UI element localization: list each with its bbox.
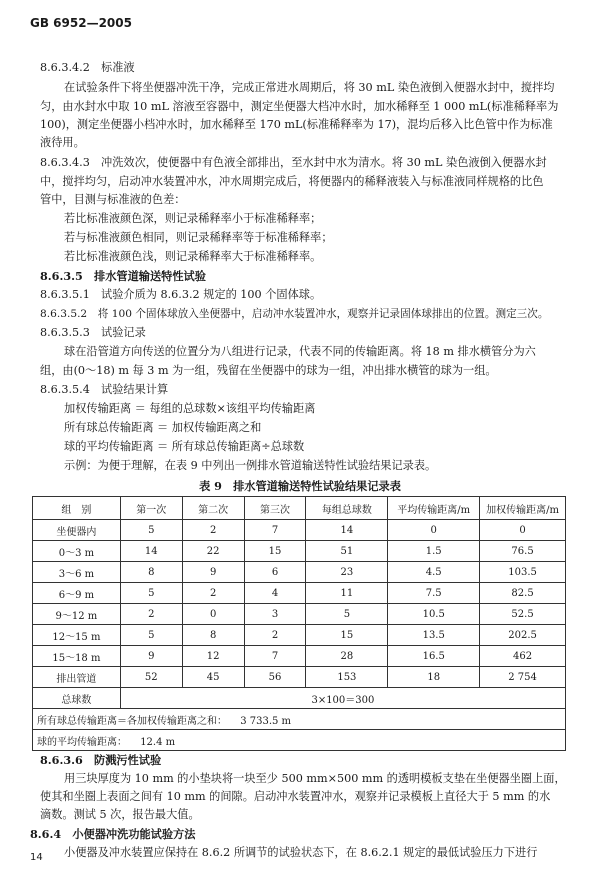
body-line: 滴数。测试 5 次，报告最大值。	[40, 808, 200, 821]
standard-code: GB 6952—2005	[30, 16, 132, 30]
table-cell: 4	[244, 583, 306, 604]
section-heading: 8.6.4 小便器冲洗功能试验方法	[30, 827, 196, 841]
table-row	[33, 541, 566, 562]
average-label: 球的平均传输距离：	[37, 736, 127, 748]
results-table	[32, 496, 566, 751]
table-cell: 4.5	[388, 562, 480, 583]
table-cell: 2	[244, 625, 306, 646]
table-cell: 9～12 m	[33, 604, 121, 625]
table-cell: 82.5	[480, 583, 566, 604]
table-cell: 6	[244, 562, 306, 583]
table-header-row	[33, 497, 566, 520]
table-cell: 7	[244, 520, 306, 541]
table-cell: 5	[120, 625, 182, 646]
table-cell: 28	[306, 646, 388, 667]
section-heading: 8.6.3.6 防溅污性试验	[40, 753, 162, 767]
section-heading: 8.6.3.5 排水管道输送特性试验	[40, 269, 206, 283]
table-cell: 5	[120, 583, 182, 604]
total-row	[33, 688, 566, 709]
body-line: 中，搅拌均匀，启动冲水装置冲水，冲水周期完成后，将便器内的稀释液装入与标准液同样规格的比色	[40, 175, 544, 188]
table-cell: 52.5	[480, 604, 566, 625]
table-cell: 14	[306, 520, 388, 541]
table-cell: 13.5	[388, 625, 480, 646]
table-row	[33, 646, 566, 667]
table-cell: 202.5	[480, 625, 566, 646]
body-line: 100)，测定坐便器小档冲水时，加水稀释至 170 mL(标准稀释率为 17)，混均后移入比色管中作为标准	[40, 118, 553, 131]
table-row	[33, 667, 566, 688]
column-header: 每组总球数	[306, 497, 388, 520]
column-header: 第二次	[182, 497, 244, 520]
column-header: 平均传输距离/m	[388, 497, 480, 520]
table-cell: 56	[244, 667, 306, 688]
body-line: 组，由(0～18) m 每 3 m 为一组，残留在坐便器中的球为一组，冲出排水横管的球为一组。	[40, 364, 497, 377]
table-cell: 2	[120, 604, 182, 625]
column-header: 第三次	[244, 497, 306, 520]
body-line: 若比标准液颜色深，则记录稀释率小于标准稀释率；	[64, 212, 322, 225]
column-header: 组 别	[33, 497, 121, 520]
body-line: 小便器及冲水装置应保持在 8.6.2 所调节的试验状态下，在 8.6.2.1 规定的最低试验压力下进行	[64, 846, 538, 859]
table-cell: 1.5	[388, 541, 480, 562]
table-cell: 76.5	[480, 541, 566, 562]
average-value: 12.4 m	[140, 736, 176, 748]
body-line: 若比标准液颜色浅，则记录稀释率大于标准稀释率。	[64, 250, 322, 263]
sum-value: 3 733.5 m	[240, 715, 292, 727]
clause-line: 8.6.3.4.3 冲洗效次，使便器中有色液全部排出，至水封中水为清水。将 30 mL 染色液倒入便器水封	[40, 156, 547, 169]
clause-heading: 8.6.3.4.2 标准液	[40, 61, 135, 74]
sum-row	[33, 709, 566, 730]
clause-line: 8.6.3.5.2 将 100 个固体球放入坐便器中，启动冲水装置冲水，观察并记录固体球排出的位置。测定三次。	[40, 308, 549, 320]
table-cell: 5	[306, 604, 388, 625]
table-cell: 0	[182, 604, 244, 625]
column-header: 加权传输距离/m	[480, 497, 566, 520]
body-line: 匀，由水封水中取 10 mL 溶液至容器中，测定坐便器大档冲水时，加水稀释至 1 000 mL(标准稀释率为	[40, 100, 559, 113]
body-line: 用三块厚度为 10 mm 的小垫块将一块至少 500 mm×500 mm 的透明模板支垫在坐便器坐圈上面，	[64, 772, 566, 785]
table-cell: 7	[244, 646, 306, 667]
table-cell: 12	[182, 646, 244, 667]
table-cell: 9	[182, 562, 244, 583]
table-cell: 103.5	[480, 562, 566, 583]
table-cell: 45	[182, 667, 244, 688]
total-value: 3×100＝300	[120, 688, 565, 709]
table-cell: 7.5	[388, 583, 480, 604]
body-line: 在试验条件下将坐便器冲洗干净，完成正常进水周期后，将 30 mL 染色液倒入便器水封中，搅拌均	[64, 81, 555, 94]
average-cell	[33, 730, 566, 751]
table-cell: 8	[182, 625, 244, 646]
table-cell: 10.5	[388, 604, 480, 625]
table-cell: 坐便器内	[33, 520, 121, 541]
sum-label: 所有球总传输距离＝各加权传输距离之和：	[37, 715, 227, 727]
table-cell: 0～3 m	[33, 541, 121, 562]
table-cell: 2	[182, 520, 244, 541]
page-number: 14	[30, 852, 43, 863]
table-cell: 16.5	[388, 646, 480, 667]
clause-heading: 8.6.3.5.3 试验记录	[40, 326, 146, 339]
table-cell: 0	[480, 520, 566, 541]
table-cell: 排出管道	[33, 667, 121, 688]
table-row	[33, 625, 566, 646]
formula-line: 所有球总传输距离 ＝ 加权传输距离之和	[64, 421, 262, 434]
body-line: 使其和坐圈上表面之间有 10 mm 的间隙。启动冲水装置冲水，观察并记录模板上直径大于 5 mm 的水	[40, 790, 551, 803]
formula-line: 球的平均传输距离 ＝ 所有球总传输距离÷总球数	[64, 440, 305, 453]
table-cell: 0	[388, 520, 480, 541]
table-cell: 18	[388, 667, 480, 688]
body-line: 液待用。	[40, 136, 85, 149]
table-cell: 462	[480, 646, 566, 667]
column-header: 第一次	[120, 497, 182, 520]
table-cell: 23	[306, 562, 388, 583]
table-row	[33, 520, 566, 541]
table-title: 表 9 排水管道输送特性试验结果记录表	[199, 479, 401, 493]
table-cell: 3～6 m	[33, 562, 121, 583]
table-cell: 14	[120, 541, 182, 562]
table-cell: 11	[306, 583, 388, 604]
sum-cell	[33, 709, 566, 730]
table-cell: 3	[244, 604, 306, 625]
table-cell: 153	[306, 667, 388, 688]
table-cell: 9	[120, 646, 182, 667]
table-row	[33, 583, 566, 604]
clause-heading: 8.6.3.5.4 试验结果计算	[40, 383, 169, 396]
table-cell: 6～9 m	[33, 583, 121, 604]
table-cell: 2 754	[480, 667, 566, 688]
table-cell: 2	[182, 583, 244, 604]
table-cell: 15	[306, 625, 388, 646]
table-cell: 5	[120, 520, 182, 541]
body-line: 球在沿管道方向传送的位置分为八组进行记录，代表不同的传输距离。将 18 m 排水横管分为六	[64, 345, 536, 358]
table-cell: 8	[120, 562, 182, 583]
formula-line: 加权传输距离 ＝ 每组的总球数×该组平均传输距离	[64, 402, 316, 415]
body-line: 若与标准液颜色相同，则记录稀释率等于标准稀释率；	[64, 231, 333, 244]
table-cell: 12～15 m	[33, 625, 121, 646]
table-row	[33, 562, 566, 583]
body-line: 管中，目测与标准液的色差：	[40, 193, 186, 206]
table-cell: 15	[244, 541, 306, 562]
clause-line: 8.6.3.5.1 试验介质为 8.6.3.2 规定的 100 个固体球。	[40, 288, 322, 301]
table-cell: 22	[182, 541, 244, 562]
table-cell: 51	[306, 541, 388, 562]
table-cell: 52	[120, 667, 182, 688]
example-line: 示例：为便于理解，在表 9 中列出一例排水管道输送特性试验结果记录表。	[64, 459, 437, 472]
table-cell: 15～18 m	[33, 646, 121, 667]
average-row	[33, 730, 566, 751]
total-label: 总球数	[33, 688, 121, 709]
table-row	[33, 604, 566, 625]
